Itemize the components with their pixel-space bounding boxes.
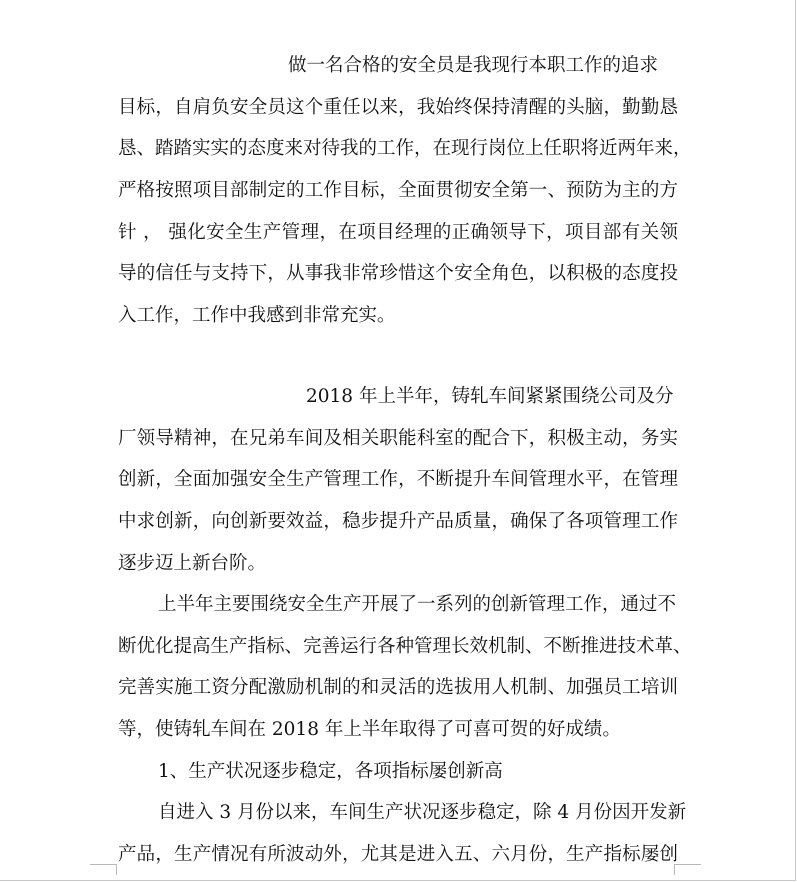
paragraph-line: 产品，生产情况有所波动外，尤其是进入五、六月份，生产指标屡创 bbox=[118, 844, 678, 866]
page-corner-mark-left bbox=[90, 864, 117, 875]
paragraph-line: 逐步迈上新台阶。 bbox=[118, 552, 267, 574]
paragraph-line: 2018 年上半年，铸轧车间紧紧围绕公司及分 bbox=[306, 386, 674, 407]
paragraph-line: 厂领导精神，在兄弟车间及相关职能科室的配合下，积极主动，务实 bbox=[118, 427, 678, 449]
paragraph-line: 做一名合格的安全员是我现行本职工作的追求 bbox=[288, 55, 659, 76]
paragraph-safety-goal bbox=[118, 45, 692, 337]
paragraph-line: 上半年主要围绕安全生产开展了一系列的创新管理工作，通过不 bbox=[158, 594, 677, 615]
paragraph-line: 目标，自肩负安全员这个重任以来，我始终保持清醒的头脑，勤勤恳 bbox=[118, 96, 678, 118]
paragraph-line: 导的信任与支持下，从事我非常珍惜这个安全角色，以积极的态度投 bbox=[118, 263, 678, 285]
page-corner-mark-right bbox=[674, 864, 701, 875]
paragraph-line: 中求创新，向创新要效益，稳步提升产品质量，确保了各项管理工作 bbox=[118, 511, 678, 533]
paragraph-2018-summary bbox=[118, 376, 678, 584]
paragraph-line: 断优化提高生产指标、完善运行各种管理长效机制、不断推进技术革、 bbox=[118, 635, 692, 657]
paragraph-innovation bbox=[118, 584, 692, 876]
paragraph-line: 自进入 3 月份以来，车间生产状况逐步稳定，除 4 月份因开发新 bbox=[158, 802, 687, 824]
paragraph-line: 入工作，工作中我感到非常充实。 bbox=[118, 305, 396, 327]
paragraph-line: 创新，全面加强安全生产管理工作，不断提升车间管理水平，在管理 bbox=[118, 469, 678, 491]
paragraph-line: 针 ， 强化安全生产管理，在项目经理的正确领导下，项目部有关领 bbox=[118, 221, 678, 243]
paragraph-line: 完善实施工资分配激励机制的和灵活的选拔用人机制、加强员工培训 bbox=[118, 677, 678, 699]
paragraph-line: 恳、踏踏实实的态度来对待我的工作，在现行岗位上任职将近两年来， bbox=[118, 138, 692, 160]
paragraph-line: 严格按照项目部制定的工作目标，全面贯彻安全第一、预防为主的方 bbox=[118, 180, 678, 202]
section-heading: 1、生产状况逐步稳定，各项指标屡创新高 bbox=[158, 760, 503, 782]
paragraph-line: 等，使铸轧车间在 2018 年上半年取得了可喜可贺的好成绩。 bbox=[118, 719, 621, 741]
